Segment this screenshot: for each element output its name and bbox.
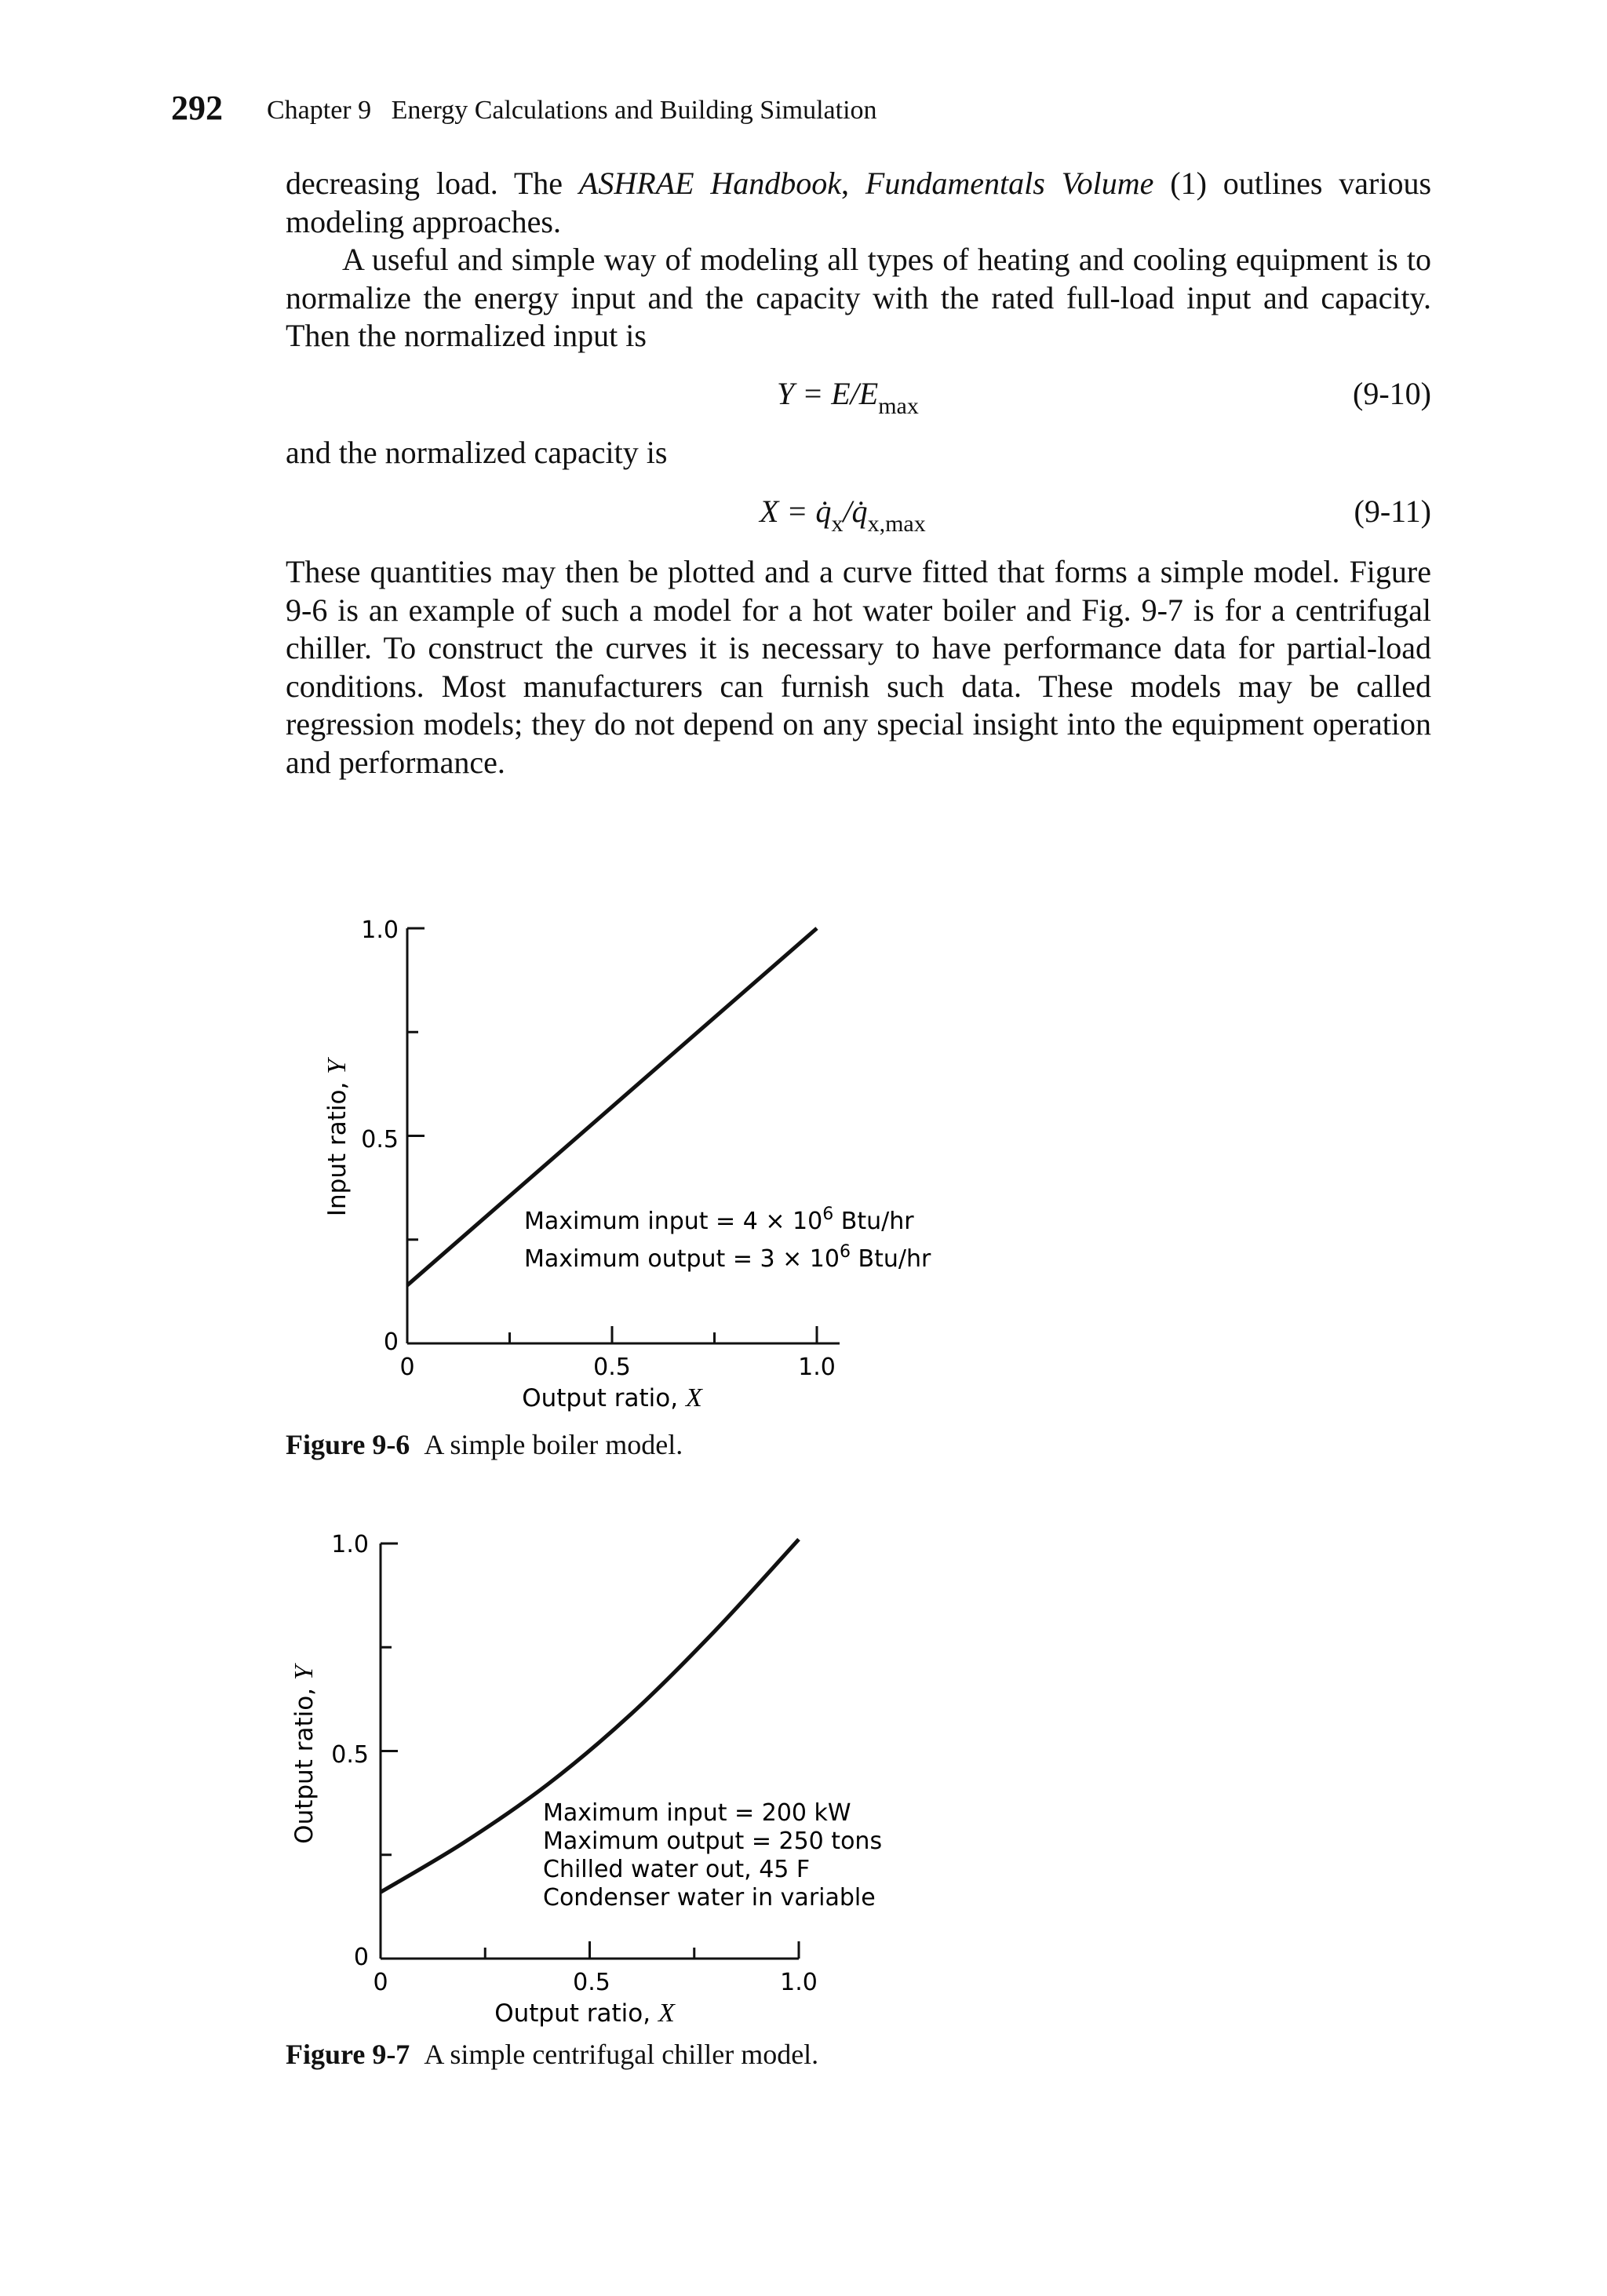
chart1-xtick-1: 1.0 (798, 1354, 836, 1381)
chart1-xlabel-text: Output ratio, (522, 1384, 686, 1412)
chart1-xlabel: Output ratio, X (522, 1383, 702, 1412)
eq1-lhs: Y = E/E (777, 376, 879, 411)
paragraph-4: These quantities may then be plotted and a curve fitted that forms a simple model. Figure 9-6 is an example of such a model for a hot water boiler and Fig. 9-7 is for a centrifugal chiller. To construct the curves it is necessary to have performance data for partial-load conditions. Most manufacturers can furnish such data. These models may be called regression models; they do not depend on any special insight into the equipment operation and performance. (286, 554, 1431, 780)
chart2-annotation-3: Chilled water out, 45 F (543, 1856, 811, 1883)
paragraph-2: A useful and simple way of modeling all types of heating and cooling equipment is to normalize the energy input and the capacity with the rated full-load input and capacity. Then the normalized input is (286, 242, 1431, 353)
chart-chiller (290, 1531, 882, 2028)
chapter-label: Chapter 9 (267, 96, 372, 125)
chart2-annotation-1: Maximum input = 200 kW (543, 1799, 851, 1827)
page-number: 292 (171, 89, 223, 127)
chart1-ytick-05: 0.5 (361, 1126, 399, 1153)
chart2-xtick-1: 1.0 (780, 1969, 818, 1996)
chart2-annotation-4: Condenser water in variable (543, 1884, 876, 1912)
chart1-xtick-0: 0 (399, 1354, 415, 1381)
eq2-sub1: x (831, 511, 844, 537)
chart1-annotation-1: Maximum input = $4 \times 10^6$ Btu/hr (524, 1204, 914, 1235)
equation-number-9-10: (9-10) (1353, 376, 1431, 411)
chapter-title: Energy Calculations and Building Simulation (391, 96, 877, 125)
p1-title-handbook: ASHRAE Handbook (578, 166, 842, 201)
chart2-xlabel: Output ratio, X (494, 1999, 675, 2028)
figure-9-6-text: A simple boiler model. (424, 1429, 683, 1460)
equation-number-9-11: (9-11) (1354, 494, 1431, 529)
chart2-annotation-2: Maximum output = 250 tons (543, 1828, 883, 1855)
chart2-ytick-05: 0.5 (331, 1741, 369, 1769)
chart2-xtick-0: 0 (373, 1969, 388, 1996)
p1-text-e: (1) outlines various modeling approaches. (286, 166, 1432, 239)
figure-9-6-label: Figure 9-6 (286, 1429, 410, 1460)
chart2-ylabel: Output ratio, Y (290, 1665, 319, 1844)
chart1-annotation-2: Maximum output = $3 \times 10^6$ Btu/hr (524, 1242, 931, 1273)
eq2-sub2: x,max (867, 511, 926, 537)
chart2-xtick-05: 0.5 (573, 1969, 610, 1996)
chart1-ylabel: Input ratio, Y (322, 1059, 352, 1217)
figure-9-7-label: Figure 9-7 (286, 2039, 410, 2070)
chart-boiler (322, 917, 931, 1412)
eq2-mid: /q̇ (843, 494, 868, 529)
paragraph-3: and the normalized capacity is (286, 435, 668, 470)
chart1-ytick-1: 1.0 (361, 917, 399, 944)
eq1-sub: max (878, 393, 919, 419)
figure-9-7-text: A simple centrifugal chiller model. (424, 2039, 819, 2070)
eq2-lhs: X = q̇ (760, 494, 832, 529)
chart2-ytick-1: 1.0 (331, 1531, 369, 1558)
chart1-ytick-0: 0 (383, 1328, 399, 1356)
p1-text-a: decreasing load. The (286, 166, 579, 201)
chart2-ytick-0: 0 (353, 1944, 369, 1971)
chart1-xtick-05: 0.5 (593, 1354, 631, 1381)
p1-title-volume: Fundamentals Volume (865, 166, 1154, 201)
figure-9-6-caption (286, 1428, 683, 1461)
p1-text-c: , (841, 166, 865, 201)
figure-9-7-caption (286, 2038, 818, 2071)
